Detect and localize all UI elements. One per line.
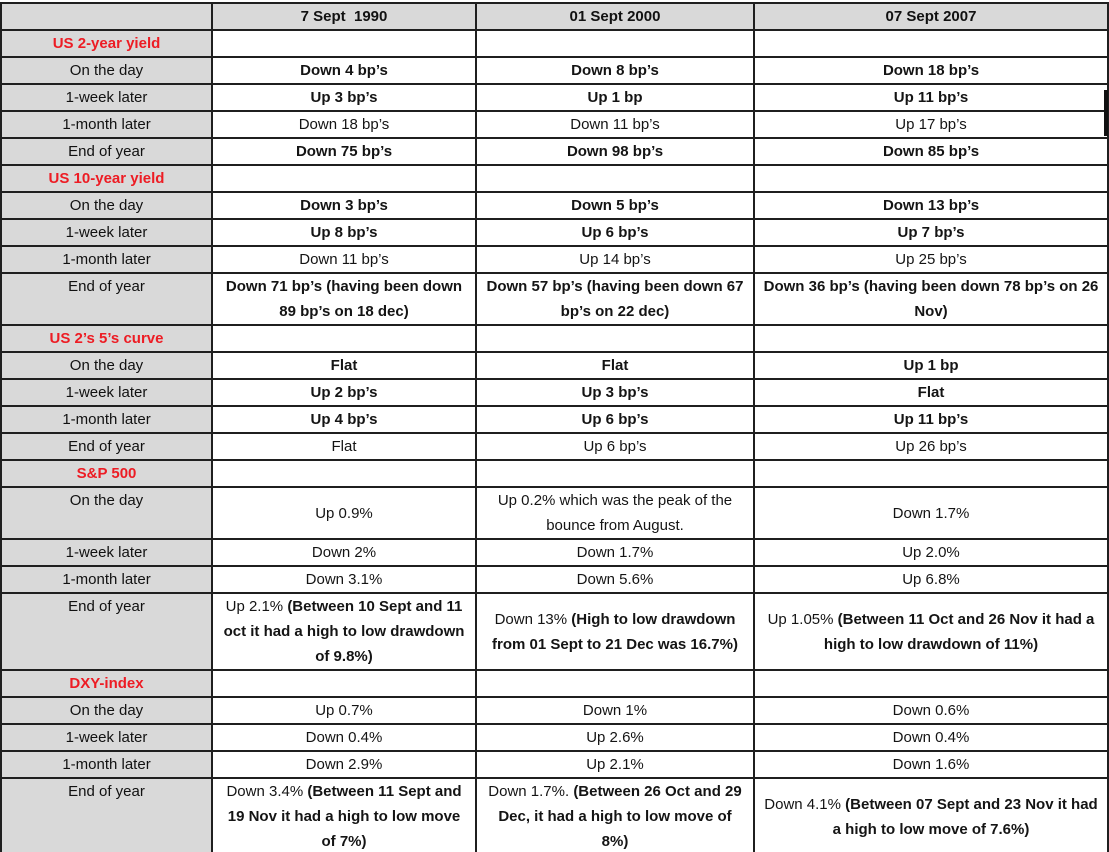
cell-text: Down 11 bp’s (299, 251, 389, 268)
row-label: On the day (1, 192, 212, 219)
cell-text: Down 8 bp’s (571, 62, 659, 79)
data-cell (754, 566, 1108, 593)
empty-cell (212, 460, 476, 487)
data-cell (476, 138, 754, 165)
table-row (1, 487, 1108, 539)
table-row (1, 433, 1108, 460)
cell-text: Down 4 bp’s (300, 62, 388, 79)
section-label: S&P 500 (1, 460, 212, 487)
data-cell (754, 192, 1108, 219)
row-label: On the day (1, 57, 212, 84)
data-cell (476, 697, 754, 724)
cell-text: Flat (917, 384, 945, 401)
table-row (1, 192, 1108, 219)
row-label: End of year (1, 778, 212, 852)
cell-text: Down 3 bp’s (300, 197, 388, 214)
cell-text: Down 4.1% (764, 795, 846, 813)
data-cell (212, 273, 476, 325)
row-label: End of year (1, 273, 212, 325)
row-label: 1-week later (1, 379, 212, 406)
text-cursor-artifact (1104, 90, 1108, 136)
data-cell (212, 138, 476, 165)
data-cell (212, 539, 476, 566)
cell-text: Up 3 bp’s (581, 384, 649, 401)
data-cell (754, 246, 1108, 273)
cell-text: Up 0.2% which was the peak of the bounce from August. (497, 492, 733, 534)
data-cell (212, 57, 476, 84)
cell-text: Up 6 bp’s (581, 411, 649, 428)
table-row (1, 778, 1108, 852)
row-label: 1-month later (1, 751, 212, 778)
cell-text: (Between 07 Sept and 23 Nov it had a high to low move of 7.6%) (832, 795, 1098, 838)
table-row (1, 111, 1108, 138)
cell-text: Up 6 bp’s (581, 224, 649, 241)
table-row (1, 751, 1108, 778)
row-label: 1-week later (1, 219, 212, 246)
cell-text: Up 3 bp’s (310, 89, 378, 106)
table-row (1, 724, 1108, 751)
cell-text: Up 2.1% (586, 756, 644, 773)
data-cell (476, 273, 754, 325)
cell-text: (Between 11 Oct and 26 Nov it had a high to low drawdown of 11%) (823, 610, 1095, 653)
cell-text: Down 1.7% (892, 504, 970, 522)
cell-text: Up 1 bp (903, 357, 959, 374)
cell-text: Up 7 bp’s (897, 224, 965, 241)
table-row (1, 246, 1108, 273)
data-cell (212, 406, 476, 433)
data-cell (212, 352, 476, 379)
cell-text: Down 2% (311, 544, 377, 561)
row-label: 1-month later (1, 111, 212, 138)
cell-text: Down 85 bp’s (882, 143, 980, 160)
cell-text: Up 2.0% (902, 544, 960, 561)
data-cell (754, 57, 1108, 84)
data-cell (476, 219, 754, 246)
cell-text: Flat (601, 357, 629, 374)
data-cell (476, 593, 754, 670)
data-cell (754, 778, 1108, 852)
section-row (1, 30, 1108, 57)
cell-text: Up 11 bp’s (893, 89, 969, 106)
data-cell (476, 192, 754, 219)
data-cell (754, 111, 1108, 138)
data-cell (212, 219, 476, 246)
empty-cell (754, 30, 1108, 57)
row-label: 1-month later (1, 406, 212, 433)
cell-text: Down 2.9% (305, 756, 383, 773)
data-cell (212, 84, 476, 111)
empty-cell (754, 670, 1108, 697)
data-cell (476, 246, 754, 273)
header-cell-1990: 7 Sept 1990 (212, 3, 476, 30)
cell-text: Up 0.9% (315, 504, 373, 522)
empty-cell (212, 325, 476, 352)
table-row (1, 379, 1108, 406)
cell-text: Up 4 bp’s (310, 411, 378, 428)
data-cell (212, 433, 476, 460)
empty-cell (212, 670, 476, 697)
data-cell (212, 379, 476, 406)
data-cell (212, 593, 476, 670)
table-row (1, 219, 1108, 246)
data-cell (754, 379, 1108, 406)
data-cell (212, 724, 476, 751)
row-label: 1-week later (1, 84, 212, 111)
section-label: US 2’s 5’s curve (1, 325, 212, 352)
data-cell (754, 697, 1108, 724)
data-cell (754, 406, 1108, 433)
data-cell (212, 697, 476, 724)
data-cell (476, 487, 754, 539)
cell-text: Down 13 bp’s (882, 197, 980, 214)
row-label: End of year (1, 138, 212, 165)
data-cell (212, 111, 476, 138)
empty-cell (476, 165, 754, 192)
table-row (1, 406, 1108, 433)
cell-text: Down 18 bp’s (882, 62, 980, 79)
cell-text: Up 14 bp’s (579, 251, 651, 268)
section-row (1, 325, 1108, 352)
cell-text: Down 5 bp’s (571, 197, 659, 214)
table-row (1, 138, 1108, 165)
empty-cell (476, 325, 754, 352)
cell-text: Up 0.7% (315, 702, 373, 719)
cell-text: (High to low drawdown from 01 Sept to 21 Dec was 16.7%) (492, 610, 738, 653)
row-label: 1-week later (1, 539, 212, 566)
data-cell (476, 379, 754, 406)
data-cell (754, 487, 1108, 539)
empty-cell (212, 30, 476, 57)
row-label: On the day (1, 697, 212, 724)
empty-cell (476, 460, 754, 487)
section-row (1, 670, 1108, 697)
header-cell-2007: 07 Sept 2007 (754, 3, 1108, 30)
cell-text: Down 0.4% (892, 729, 970, 746)
cell-text: Up 25 bp’s (895, 251, 967, 268)
row-label: On the day (1, 487, 212, 539)
row-label: On the day (1, 352, 212, 379)
data-cell (476, 751, 754, 778)
cell-text: Up 6 bp’s (583, 438, 647, 455)
market-reaction-comparison-table (0, 2, 1109, 852)
cell-text: Down 11 bp’s (570, 116, 660, 133)
row-label: 1-week later (1, 724, 212, 751)
data-cell (476, 433, 754, 460)
empty-cell (754, 165, 1108, 192)
row-label: 1-month later (1, 566, 212, 593)
table-row (1, 539, 1108, 566)
section-label: US 2-year yield (1, 30, 212, 57)
section-label: DXY-index (1, 670, 212, 697)
empty-cell (754, 460, 1108, 487)
cell-text: Down 71 bp’s (having been down 89 bp’s on 18 dec) (225, 278, 463, 320)
cell-text: (Between 10 Sept and 11 oct it had a high to low drawdown of 9.8%) (223, 598, 465, 665)
data-cell (754, 539, 1108, 566)
data-cell (476, 539, 754, 566)
cell-text: Up 2 bp’s (310, 384, 378, 401)
data-cell (476, 352, 754, 379)
table-row (1, 566, 1108, 593)
table-row (1, 352, 1108, 379)
data-cell (754, 273, 1108, 325)
data-cell (212, 566, 476, 593)
cell-text: Up 2.6% (586, 729, 644, 746)
cell-text: Flat (331, 438, 357, 455)
data-cell (754, 433, 1108, 460)
cell-text: Down 1.7%. (488, 783, 574, 800)
cell-text: Down 18 bp’s (298, 116, 390, 133)
cell-text: Up 2.1% (225, 598, 288, 615)
cell-text: Down 1% (582, 702, 648, 719)
cell-text: (Between 11 Sept and 19 Nov it had a high to low move of 7%) (227, 783, 462, 850)
data-cell (754, 84, 1108, 111)
row-label: 1-month later (1, 246, 212, 273)
cell-text: Down 13% (494, 610, 572, 628)
data-cell (476, 724, 754, 751)
data-cell (476, 778, 754, 852)
data-cell (476, 566, 754, 593)
table-row (1, 593, 1108, 670)
cell-text: Up 1 bp (587, 89, 643, 106)
empty-cell (212, 165, 476, 192)
section-row (1, 165, 1108, 192)
cell-text: Flat (330, 357, 358, 374)
row-label: End of year (1, 593, 212, 670)
cell-text: Down 75 bp’s (295, 143, 393, 160)
cell-text: Up 11 bp’s (893, 411, 969, 428)
data-cell (476, 111, 754, 138)
data-cell (754, 352, 1108, 379)
cell-text: Down 1.7% (576, 544, 654, 561)
cell-text: Down 5.6% (576, 571, 654, 588)
cell-text: (Between 26 Oct and 29 Dec, it had a high to low move of 8%) (498, 783, 742, 850)
section-row (1, 460, 1108, 487)
cell-text: Down 3.4% (226, 783, 308, 800)
header-row (1, 3, 1108, 30)
empty-cell (476, 30, 754, 57)
cell-text: Down 57 bp’s (having been down 67 bp’s on 22 dec) (486, 278, 744, 320)
data-cell (754, 219, 1108, 246)
data-cell (212, 192, 476, 219)
data-cell (754, 751, 1108, 778)
cell-text: Down 98 bp’s (566, 143, 664, 160)
data-cell (754, 593, 1108, 670)
data-cell (476, 84, 754, 111)
empty-cell (754, 325, 1108, 352)
table-row (1, 273, 1108, 325)
data-cell (476, 406, 754, 433)
row-label: End of year (1, 433, 212, 460)
cell-text: Down 0.4% (305, 729, 383, 746)
data-cell (212, 751, 476, 778)
cell-text: Up 6.8% (902, 571, 960, 588)
table-row (1, 84, 1108, 111)
cell-text: Up 8 bp’s (310, 224, 378, 241)
cell-text: Down 0.6% (892, 702, 970, 719)
cell-text: Down 3.1% (305, 571, 383, 588)
cell-text: Down 36 bp’s (having been down 78 bp’s on 26 Nov) (763, 278, 1099, 320)
corner-cell (1, 3, 212, 30)
cell-text: Up 26 bp’s (895, 438, 967, 455)
cell-text: Down 1.6% (892, 756, 970, 773)
data-cell (212, 246, 476, 273)
header-cell-2000: 01 Sept 2000 (476, 3, 754, 30)
cell-text: Up 17 bp’s (895, 116, 967, 133)
section-label: US 10-year yield (1, 165, 212, 192)
data-cell (754, 724, 1108, 751)
data-cell (754, 138, 1108, 165)
data-cell (212, 487, 476, 539)
table-row (1, 57, 1108, 84)
data-cell (476, 57, 754, 84)
data-cell (212, 778, 476, 852)
cell-text: Up 1.05% (767, 610, 838, 628)
table-row (1, 697, 1108, 724)
empty-cell (476, 670, 754, 697)
table-body (1, 30, 1108, 852)
